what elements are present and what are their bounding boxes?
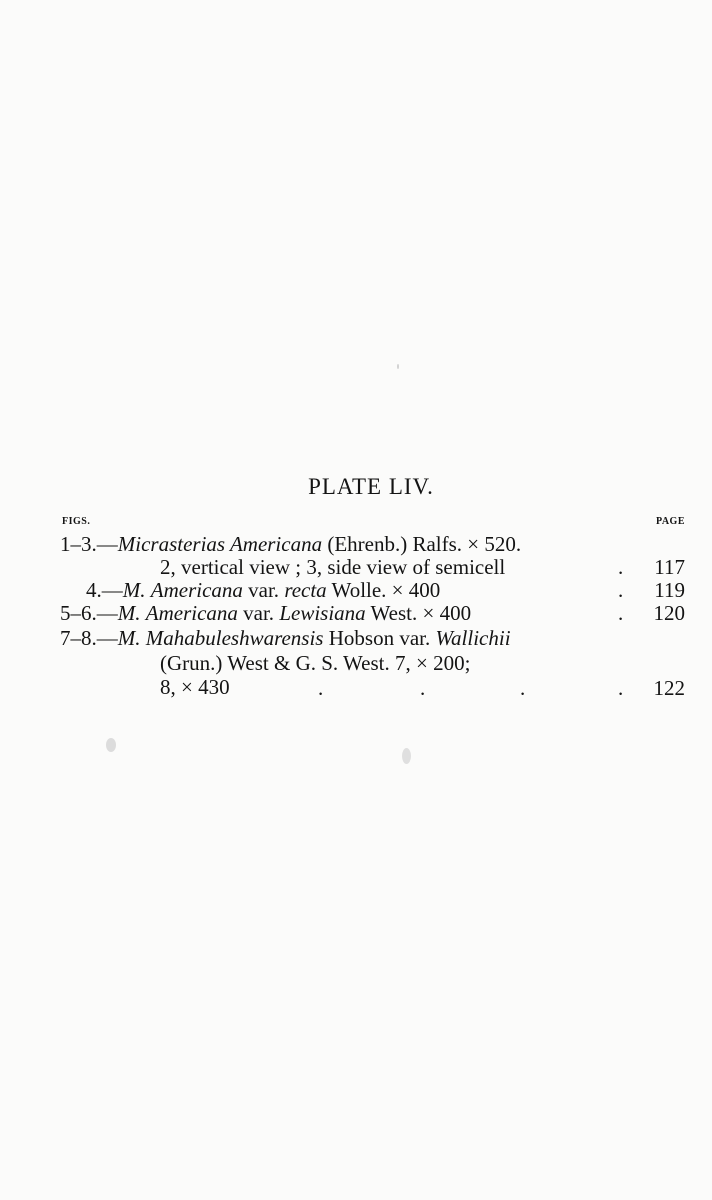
entry-line (160, 556, 505, 579)
leader-dot: . (618, 555, 624, 579)
scan-speck (106, 738, 116, 752)
entry-text: West. × 400 (365, 601, 472, 625)
leader-dot: . (520, 676, 526, 700)
figure-numbers: 4. (86, 578, 102, 602)
genus-abbr: M. (117, 626, 141, 650)
entry-text: 2, vertical view ; 3, side view of semicell (160, 555, 506, 579)
figure-numbers: 5–6. (60, 601, 97, 625)
entry-line (60, 602, 471, 625)
page-number: 119 (654, 578, 685, 602)
entry-line (60, 627, 511, 650)
figs-column-header: FIGS. (62, 516, 91, 527)
entry-text: (Grun.) West & G. S. West. 7, × 200; (160, 651, 471, 675)
var-label: var. (242, 578, 285, 602)
scan-speck (402, 748, 411, 764)
entry-text: (Ehrenb.) Ralfs. × 520. (322, 532, 522, 556)
entry-text: 8, × 430 (160, 675, 230, 699)
leader-dot: . (618, 578, 624, 602)
em-dash: — (101, 578, 123, 602)
genus-abbr: M. (122, 578, 146, 602)
entry-line (86, 579, 440, 602)
entry-text: Hobson var. (323, 626, 436, 650)
species-name: Americana (150, 578, 243, 602)
leader-dot: . (618, 601, 624, 625)
leader-dot: . (318, 676, 324, 700)
species-name: Micrasterias Americana (117, 532, 323, 556)
genus-abbr: M. (117, 601, 141, 625)
entry-line (160, 676, 230, 699)
variety-name: recta (284, 578, 327, 602)
species-name: Americana (145, 601, 238, 625)
var-label: var. (237, 601, 280, 625)
em-dash: — (96, 626, 118, 650)
species-name: Mahabuleshwarensis (145, 626, 324, 650)
figure-numbers: 7–8. (60, 626, 97, 650)
leader-dot: . (420, 676, 426, 700)
page-column-header: PAGE (655, 516, 685, 527)
page-number: 120 (653, 601, 685, 625)
variety-name: Lewisiana (279, 601, 366, 625)
figure-numbers: 1–3. (60, 532, 97, 556)
leader-dot: . (618, 676, 624, 700)
em-dash: — (96, 601, 118, 625)
em-dash: — (96, 532, 118, 556)
plate-title: PLATE LIV. (308, 474, 434, 499)
entry-line (160, 652, 470, 675)
entry-text: Wolle. × 400 (326, 578, 441, 602)
page-number: 122 (653, 676, 685, 700)
scan-speck (397, 364, 399, 369)
variety-name: Wallichii (435, 626, 511, 650)
entry-line (60, 533, 521, 556)
page-number: 117 (654, 555, 685, 579)
